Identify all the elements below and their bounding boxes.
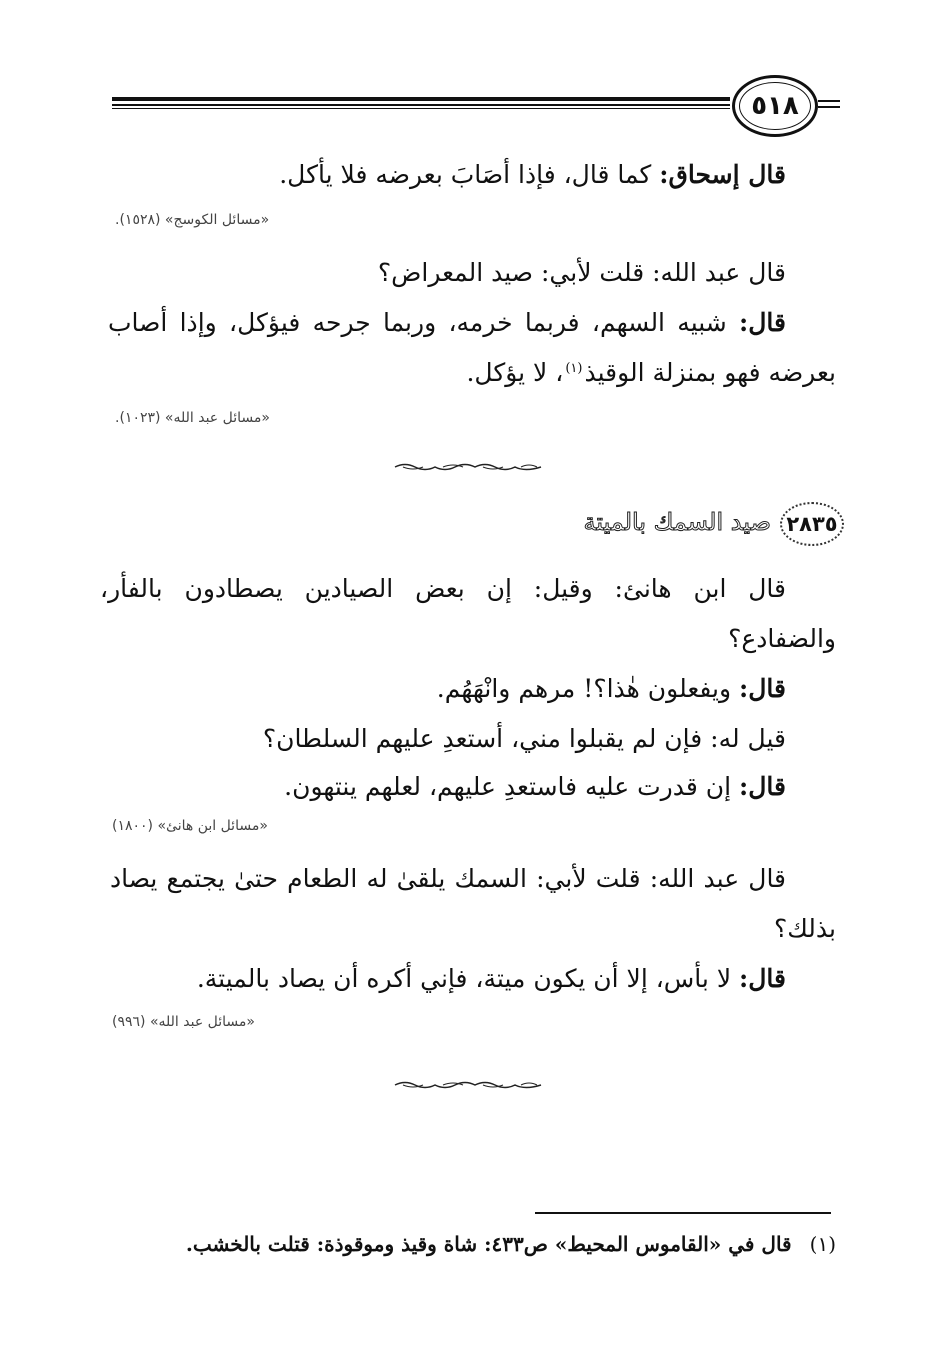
- paragraph-text: كما قال، فإذا أصَابَ بعرضه فلا يأكل.: [279, 160, 652, 189]
- paragraph-text: إن قدرت عليه فاستعدِ عليهم، لعلهم ينتهون.: [284, 772, 732, 801]
- paragraph: [284, 772, 786, 802]
- footnote-separator: [535, 1212, 831, 1214]
- section-divider-ornament: [368, 462, 568, 475]
- section-number-badge: ٢٨٣٥: [780, 502, 844, 546]
- ornament-icon: [393, 1080, 543, 1090]
- paragraph-text: قال ابن هانئ: وقيل: إن بعض الصيادين يصطادون بالفأر،: [100, 574, 786, 603]
- speaker-label: قال عبد الله:: [649, 864, 787, 893]
- header-rule: [112, 104, 730, 106]
- paragraph: [437, 674, 786, 704]
- source-reference: «مسائل عبد الله» (١٠٢٣).: [115, 410, 270, 426]
- paragraph: [279, 160, 786, 190]
- paragraph: [378, 258, 786, 288]
- paragraph: [110, 864, 786, 894]
- source-reference: «مسائل عبد الله» (٩٩٦): [112, 1014, 255, 1030]
- speaker-label: قيل له:: [710, 724, 786, 753]
- paragraph-text: قلت لأبي: السمك يلقىٰ له الطعام حتىٰ يجتمع يصاد: [110, 864, 641, 893]
- paragraph-text: ، لا يؤكل.: [466, 358, 564, 387]
- paragraph: [197, 964, 786, 994]
- speaker-label: قال:: [739, 772, 786, 801]
- header-rule-tail: [818, 106, 840, 108]
- speaker-label: قال إسحاق:: [659, 160, 786, 189]
- speaker-label: قال:: [739, 964, 786, 993]
- paragraph-text: فإن لم يقبلوا مني، أستعدِ عليهم السلطان؟: [262, 724, 703, 753]
- source-reference: «مسائل الكوسج» (١٥٢٨).: [115, 212, 270, 228]
- paragraph-text: والضفادع؟: [728, 624, 836, 653]
- paragraph: [263, 724, 786, 754]
- footnote-number: (١): [809, 1232, 836, 1256]
- section-title: صيد السمك بالميتة: [583, 508, 771, 536]
- header-rule: [112, 97, 730, 101]
- section-divider-ornament: [368, 1080, 568, 1093]
- ornament-icon: [393, 462, 543, 472]
- paragraph-continuation: [728, 624, 836, 654]
- paragraph-text: ويفعلون هٰذا؟! مرهم وانْهَهُم.: [436, 674, 732, 703]
- footnote-text: قال في «القاموس المحيط» ص٤٣٣: شاة وقيذ وموقوذة: قتلت بالخشب.: [185, 1232, 792, 1256]
- source-reference: «مسائل ابن هانئ» (١٨٠٠): [112, 818, 268, 834]
- header-rule-tail: [818, 100, 840, 102]
- paragraph-continuation: [774, 914, 836, 944]
- paragraph-text: شبيه السهم، فربما خرمه، وربما جرحه فيؤكل، وإذا أصاب: [108, 308, 727, 337]
- paragraph-continuation: [466, 358, 836, 388]
- speaker-label: قال عبد الله:: [652, 258, 786, 287]
- paragraph: [100, 574, 786, 604]
- speaker-label: قال:: [739, 308, 786, 337]
- paragraph-text: قلت لأبي: صيد المعراض؟: [377, 258, 645, 287]
- page-number: ٥١٨: [732, 75, 818, 137]
- paragraph: [108, 308, 786, 338]
- paragraph-text: بذلك؟: [773, 914, 836, 943]
- header-rule: [112, 108, 730, 109]
- speaker-label: قال:: [739, 674, 786, 703]
- footnote: [186, 1232, 836, 1256]
- paragraph-text: بعرضه فهو بمنزلة الوقيذ: [584, 358, 836, 387]
- footnote-marker[interactable]: (١): [565, 360, 583, 376]
- paragraph-text: لا بأس، إلا أن يكون ميتة، فإني أكره أن يصاد بالميتة.: [196, 964, 732, 993]
